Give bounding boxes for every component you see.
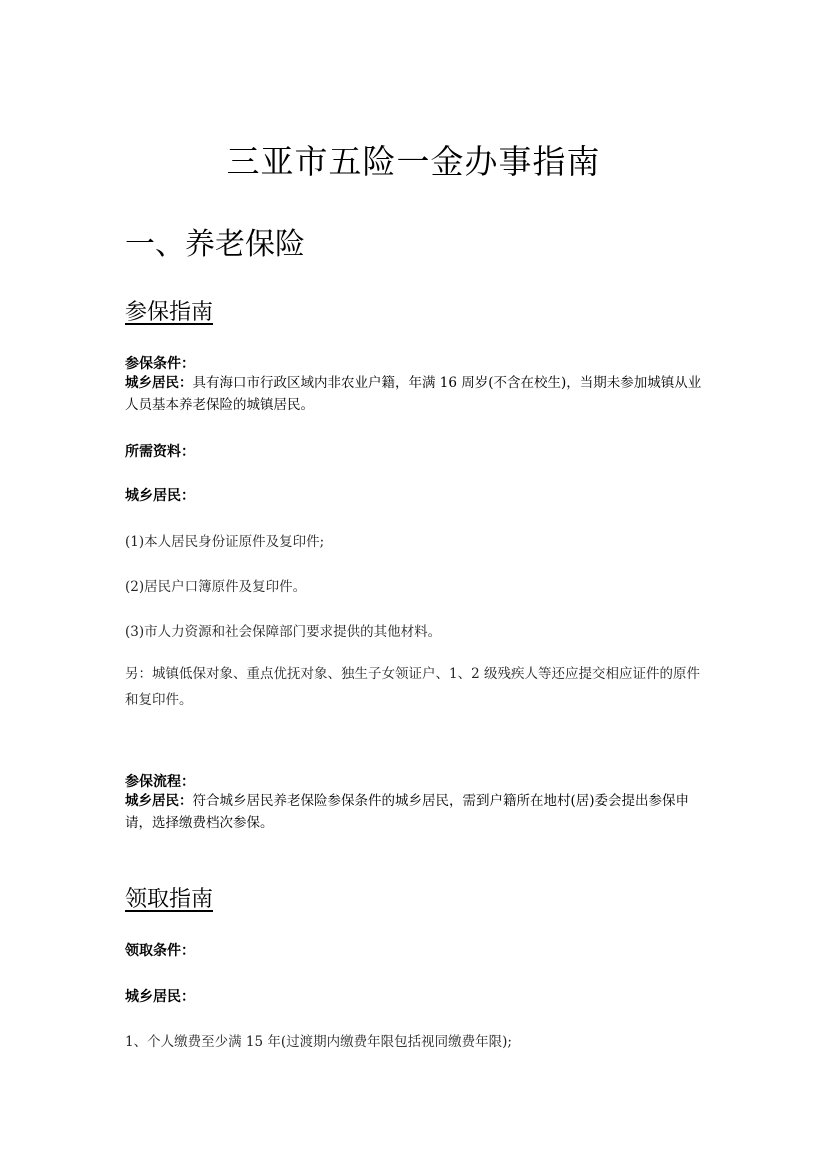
enroll-conditions-body: 具有海口市行政区域内非农业户籍，年满 16 周岁(不含在校生)，当期未参加城镇从业人员基本养老保险的城镇居民。 [125, 375, 702, 413]
claim-conditions-label: 领取条件： [125, 943, 195, 959]
enroll-conditions-who: 城乡居民： [125, 375, 193, 391]
section-heading-pension: 一、养老保险 [125, 227, 305, 262]
materials-item-2: (2)居民户口簿原件及复印件。 [125, 579, 307, 595]
materials-who: 城乡居民： [125, 488, 195, 504]
claim-condition-1: 1、个人缴费至少满 15 年(过渡期内缴费年限包括视同缴费年限); [125, 1034, 512, 1050]
process-text [125, 790, 705, 834]
enroll-guide-heading: 参保指南 [125, 300, 214, 325]
enroll-conditions-label: 参保条件： [125, 356, 195, 372]
enroll-conditions-text [125, 372, 705, 416]
claim-conditions-who: 城乡居民： [125, 989, 195, 1005]
process-label: 参保流程： [125, 774, 195, 790]
claim-guide-heading: 领取指南 [125, 887, 214, 912]
process-body: 符合城乡居民养老保险参保条件的城乡居民，需到户籍所在地村(居)委会提出参保申请，选择缴费档次参保。 [125, 793, 690, 831]
materials-item-1: (1)本人居民身份证原件及复印件; [125, 534, 325, 550]
materials-item-3: (3)市人力资源和社会保障部门要求提供的其他材料。 [125, 624, 442, 640]
materials-note: 另：城镇低保对象、重点优抚对象、独生子女领证户、1、2 级残疾人等还应提交相应证件的原件和复印件。 [125, 666, 700, 708]
materials-label: 所需资料： [125, 444, 195, 460]
document-title: 三亚市五险一金办事指南 [226, 142, 601, 181]
process-who: 城乡居民： [125, 793, 193, 809]
